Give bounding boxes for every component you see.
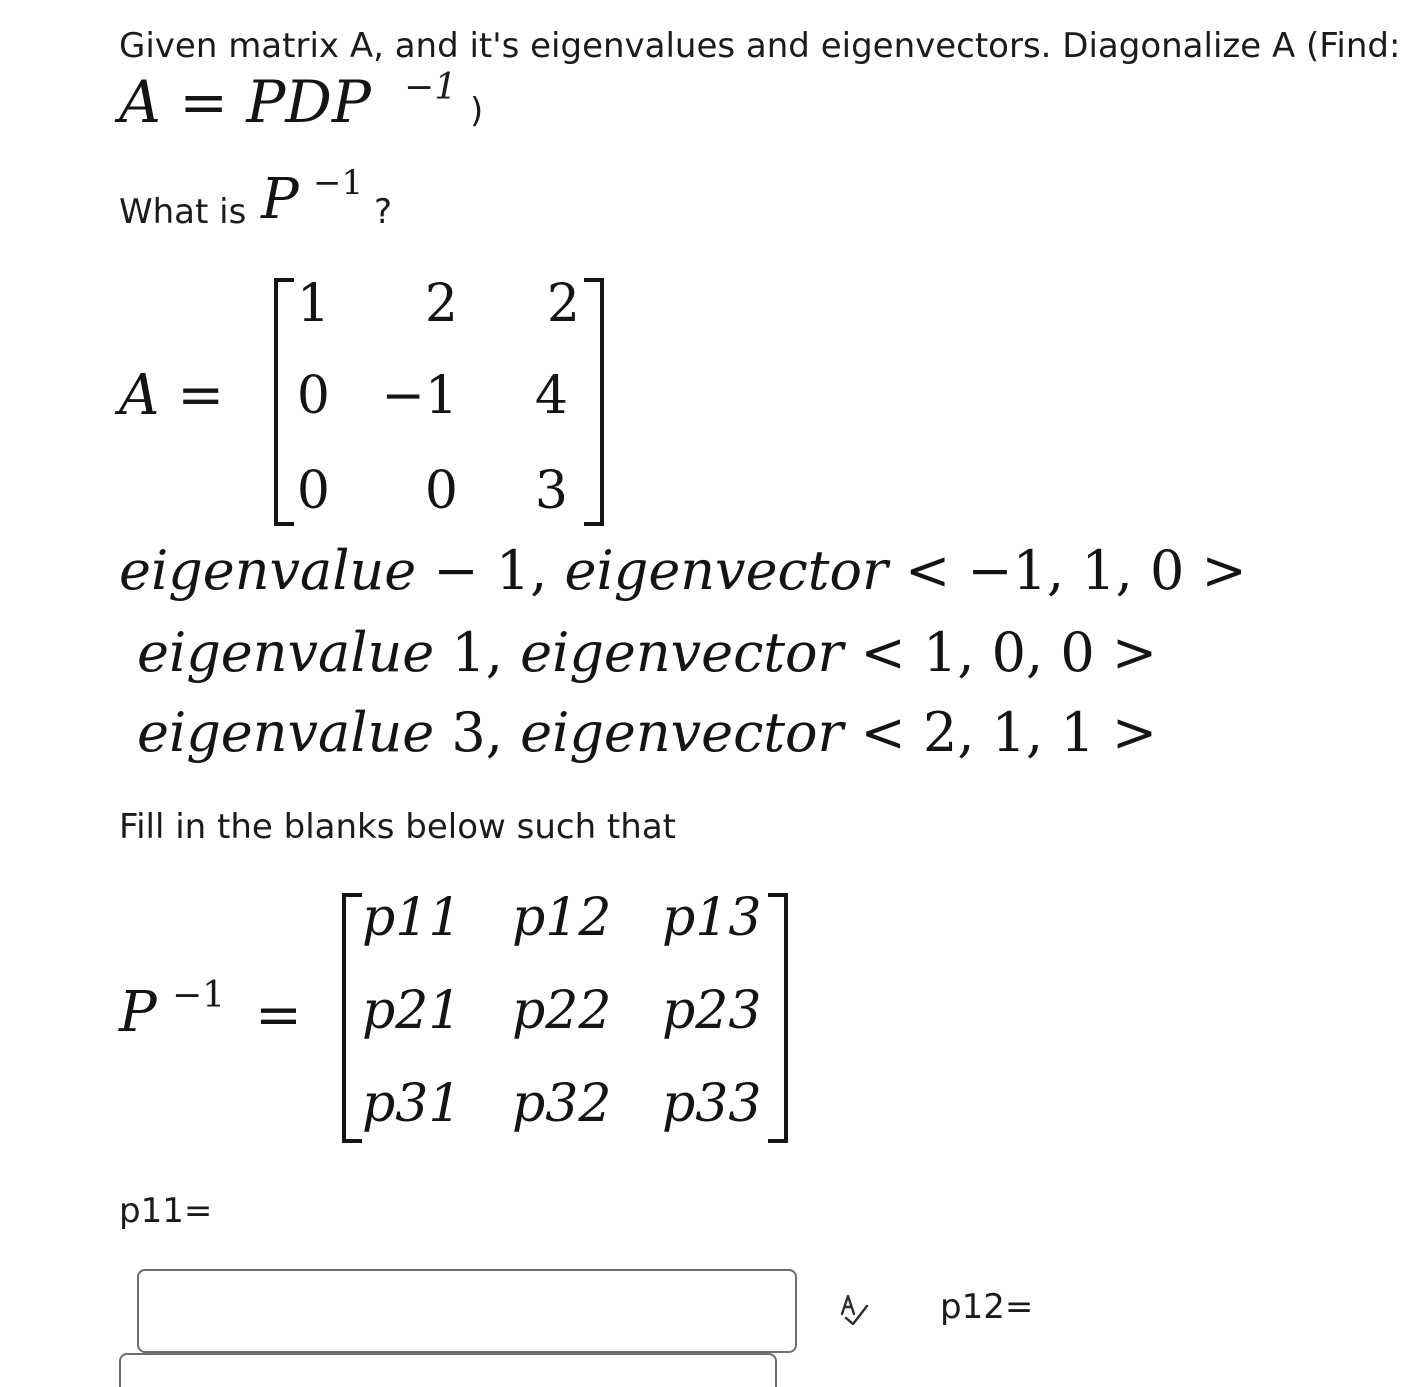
p11-input[interactable] — [137, 1269, 797, 1353]
p12-input[interactable] — [119, 1353, 777, 1387]
matrix-a-cell: 0 — [424, 461, 458, 521]
eigenvalue-value: − 1, — [416, 539, 548, 602]
matrix-a-label: A = — [119, 363, 225, 428]
pinv-label-exponent: −1 — [172, 975, 226, 1016]
matrix-a-cell: 0 — [296, 461, 330, 521]
eigenvector-word: eigenvector — [520, 621, 844, 684]
question-intro: Given matrix A, and it's eigenvalues and eigenvectors. Diagonalize A (Find: — [119, 26, 1401, 66]
matrix-a-cell: 2 — [546, 274, 580, 334]
fill-instruction: Fill in the blanks below such that — [119, 807, 676, 847]
eigenvalue-word: eigenvalue — [137, 701, 435, 764]
ask-prefix: What is — [119, 192, 247, 232]
matrix-a-cell: 2 — [424, 274, 458, 334]
eigenvector-word: eigenvector — [564, 539, 888, 602]
pinv-cell: p31 — [362, 1074, 462, 1134]
eigen-line-3 — [137, 701, 1158, 764]
eigen-line-2 — [137, 621, 1158, 684]
pinv-cell: p22 — [512, 981, 612, 1041]
eigenvector-word: eigenvector — [520, 701, 844, 764]
eigenvalue-value: 3, — [434, 701, 503, 764]
eigenvalue-value: 1, — [434, 621, 503, 684]
matrix-a-cell: 1 — [296, 274, 330, 334]
pinv-cell: p13 — [662, 888, 762, 948]
matrix-a-cell: 3 — [534, 461, 568, 521]
eigenvector-value: < −1, 1, 0 > — [904, 539, 1247, 602]
matrix-a-right-bracket — [584, 278, 604, 526]
pinv-equals: = — [255, 983, 302, 1048]
pinv-cell: p33 — [662, 1074, 762, 1134]
pinv-cell: p32 — [512, 1074, 612, 1134]
pinv-cell: p21 — [362, 981, 462, 1041]
eigenvalue-word: eigenvalue — [119, 539, 417, 602]
formula-close-paren: ) — [470, 91, 484, 131]
matrix-a-cell: −1 — [381, 366, 458, 426]
ask-exponent: −1 — [313, 163, 364, 203]
ask-symbol: P — [261, 167, 299, 232]
matrix-a-cell: 4 — [534, 366, 568, 426]
pinv-left-bracket — [342, 893, 362, 1143]
pinv-right-bracket — [768, 893, 788, 1143]
p12-label: p12= — [940, 1287, 1034, 1327]
pinv-label-symbol: P — [119, 980, 157, 1045]
ask-suffix: ? — [374, 192, 393, 232]
formula-lhs: A = PDP — [119, 68, 371, 136]
spellcheck-icon[interactable] — [834, 1290, 874, 1330]
pinv-cell: p23 — [662, 981, 762, 1041]
pinv-cell: p11 — [362, 888, 462, 948]
pinv-cell: p12 — [512, 888, 612, 948]
p11-label: p11= — [119, 1191, 213, 1231]
matrix-a-cell: 0 — [296, 366, 330, 426]
eigenvector-value: < 1, 0, 0 > — [860, 621, 1158, 684]
eigenvalue-word: eigenvalue — [137, 621, 435, 684]
formula-exponent: −1 — [404, 67, 458, 108]
eigen-line-1 — [119, 539, 1247, 602]
eigenvector-value: < 2, 1, 1 > — [860, 701, 1158, 764]
